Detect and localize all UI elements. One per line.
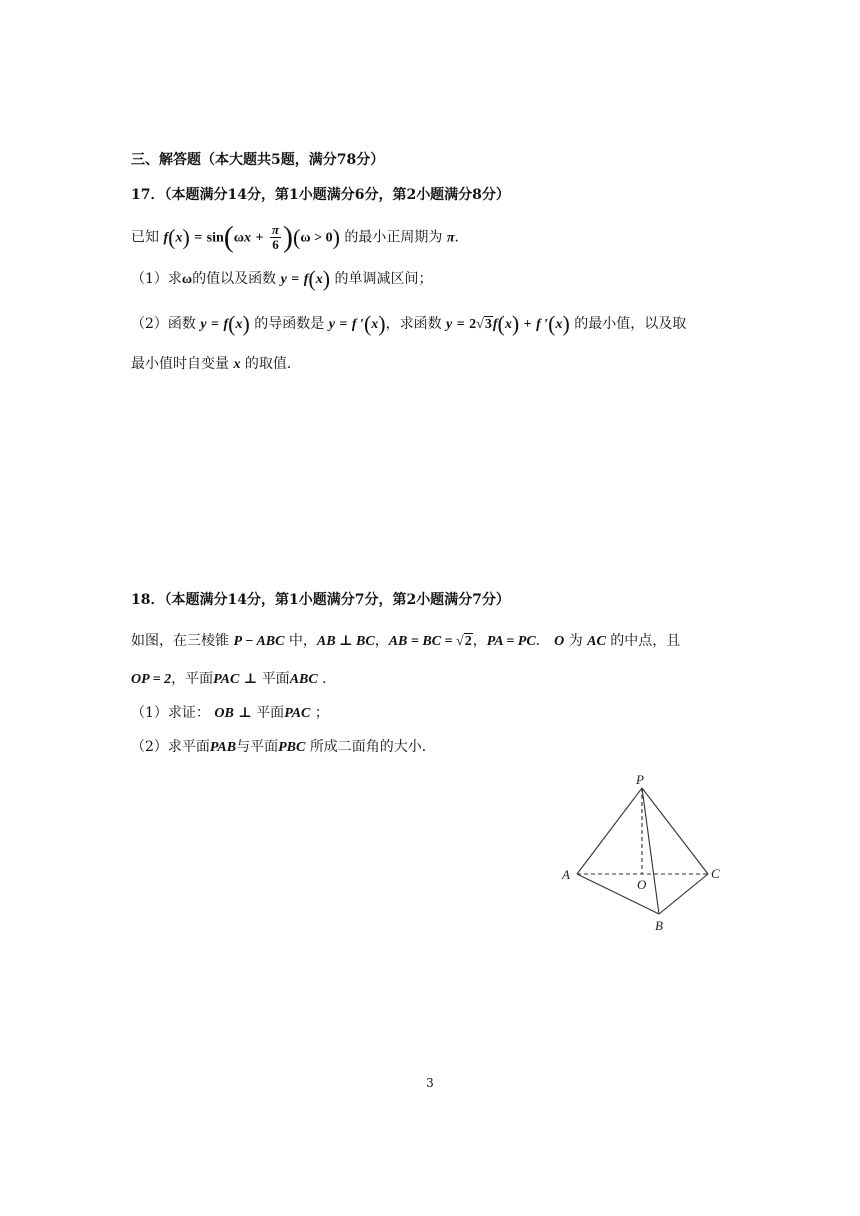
- q18-sqrt: 2: [464, 634, 472, 649]
- q17-part2-f: f: [223, 317, 229, 332]
- q17-plus: +: [255, 230, 264, 246]
- q17-part1-x: x: [315, 272, 323, 287]
- q18-l1-b: 中，: [288, 633, 317, 649]
- q17-part2-x3: x: [504, 317, 512, 332]
- edge-AB: [577, 874, 659, 914]
- label-O: O: [637, 877, 647, 892]
- pyramid-figure: [556, 770, 726, 940]
- q18-l1-g: 的中点，且: [610, 633, 681, 649]
- q17-cond: ω > 0: [300, 230, 333, 246]
- q18-part1-ob: OB: [214, 706, 234, 721]
- q17-part2-line2-x: x: [233, 357, 241, 372]
- q18-AC: AC: [587, 634, 606, 649]
- q18-pyramid: P − ABC: [233, 634, 285, 649]
- q17-part2-y3: y: [446, 317, 453, 332]
- q18-part1: [131, 703, 329, 724]
- q17-stem: 已知 f(x) = sin(ωx + $\frac{\pi}{6}$ )(ω > 0) 的最小正周期为 π．: [131, 220, 469, 254]
- q18-O: O: [554, 634, 565, 649]
- q18-part1-a: （1）求证：: [131, 705, 210, 721]
- q17-part1-eq: =: [291, 272, 300, 287]
- q17-part2-end: 的最小值，以及取: [574, 316, 687, 332]
- q17-header: 17．（本题满分14分，第1小题满分6分，第2小题满分8分）: [131, 187, 510, 203]
- q18-part1-pac: PAC: [284, 706, 311, 721]
- q18-line2: [131, 669, 336, 690]
- q18-perp2: ⊥: [243, 672, 258, 687]
- q18-l1-d: ，: [472, 633, 487, 649]
- q17-omega: ω: [233, 230, 245, 246]
- q18-part2-a: （2）求平面: [131, 739, 210, 755]
- q17-part2-line2-a: 最小值时自变量: [131, 356, 229, 372]
- q18-pac: PAC: [213, 672, 240, 687]
- q18-abc: ABC: [289, 672, 318, 687]
- q17-sin: sin: [206, 230, 224, 246]
- q17-part1-f: f: [303, 272, 309, 287]
- q17-part2-x4: x: [555, 317, 563, 332]
- label-P: P: [636, 772, 644, 787]
- q17-period: π: [446, 230, 455, 246]
- q17-part2-y2: y: [328, 317, 335, 332]
- q18-l1-c: ，: [374, 633, 389, 649]
- section-header: 三、解答题（本大题共5题，满分78分）: [131, 152, 385, 168]
- label-A: A: [562, 867, 570, 882]
- q18-eq1: AB = BC =: [388, 634, 457, 649]
- q17-part2-plus: +: [523, 317, 532, 332]
- q18-op: OP = 2: [131, 672, 172, 687]
- q17-func-f: f: [163, 230, 169, 246]
- q17-fraction: [270, 223, 281, 252]
- q17-part1: （1）求ω的值以及函数 y = f(x) 的单调减区间；: [131, 266, 433, 291]
- q17-part2-eq2: =: [339, 317, 348, 332]
- q17-stem-end: ．: [454, 229, 469, 246]
- label-B: B: [655, 918, 663, 933]
- q17-part2-req: ，求函数: [385, 316, 442, 332]
- q17-part2-eq: =: [211, 317, 220, 332]
- q18-part2-b: 与平面: [236, 739, 279, 755]
- q17-x: x: [175, 230, 183, 246]
- q17-x2: x: [244, 230, 252, 246]
- q17-part2-y: y: [200, 317, 207, 332]
- q17-part2-sqrt: 3: [484, 317, 492, 332]
- q18-l2-b: 平面: [261, 671, 290, 687]
- q18-perp1: AB ⊥ BC: [316, 634, 375, 649]
- page-number: 3: [426, 1076, 434, 1090]
- edge-PA: [577, 788, 642, 874]
- q17-part2-coef: 2: [469, 317, 477, 332]
- q18-l2-c: ．: [322, 671, 337, 687]
- q17-stem-suffix: 的最小正周期为: [344, 229, 443, 246]
- q17-part1-y: y: [280, 272, 287, 287]
- q17-frac-num: π: [271, 222, 280, 237]
- q18-line1: 如图，在三棱锥 P − ABC 中，AB ⊥ BC，AB = BC = √2，PA = PC． O 为 AC 的中点，且: [131, 633, 681, 649]
- q18-l1-e: ．: [535, 633, 550, 649]
- q17-part1-omega: ω: [181, 272, 193, 287]
- q18-eq2: PA = PC: [486, 634, 536, 649]
- q17-part1-mid: 的值以及函数: [192, 271, 277, 287]
- q17-eq: =: [194, 230, 203, 246]
- q17-frac-den: 6: [272, 237, 279, 252]
- q17-stem-prefix: 已知: [131, 229, 159, 246]
- q18-l2-a: ，平面: [171, 671, 214, 687]
- q18-part2-pab: PAB: [209, 740, 237, 755]
- q17-part2-label: （2）函数: [131, 316, 196, 332]
- q18-part2: [131, 737, 436, 758]
- q18-part2-pbc: PBC: [278, 740, 306, 755]
- q18-part1-c: ；: [314, 705, 329, 721]
- q17-part2-line2: [131, 354, 301, 375]
- q17-part1-end: 的单调减区间；: [334, 271, 433, 287]
- q18-part1-perp: ⊥: [238, 706, 252, 721]
- q18-header: 18．（本题满分14分，第1小题满分7分，第2小题满分7分）: [131, 592, 510, 608]
- q17-part2-line2-b: 的取值．: [244, 356, 301, 372]
- q17-part2-x: x: [235, 317, 243, 332]
- q18-part2-c: 所成二面角的大小．: [309, 739, 436, 755]
- q18-part1-b: 平面: [256, 705, 285, 721]
- q17-part2-eq3: =: [456, 317, 465, 332]
- q17-part2-mid: 的导函数是: [254, 316, 325, 332]
- q18-l1-f: 为: [568, 633, 583, 649]
- q17-part2-fp: f ′: [351, 317, 364, 332]
- edge-BC: [659, 874, 708, 914]
- q18-l1-a: 如图，在三棱锥: [131, 633, 229, 649]
- q17-part2-f3: f: [492, 317, 498, 332]
- label-C: C: [711, 866, 720, 881]
- q17-part1-label: （1）求: [131, 271, 182, 287]
- q17-part2-fp2: f ′: [536, 317, 549, 332]
- q17-part2-x2: x: [371, 317, 379, 332]
- q17-part2-line1: （2）函数 y = f(x) 的导函数是 y = f ′(x)，求函数 y = 2√3f(x) + f ′(x) 的最小值，以及取: [131, 311, 687, 336]
